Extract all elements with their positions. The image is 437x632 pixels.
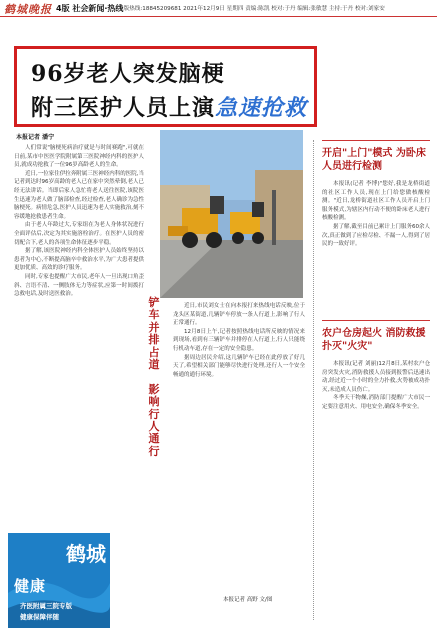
headline-line-1: 96岁老人突发脑梗 (31, 61, 225, 87)
main-paragraph: 据了解,该医院神经内科全体医护人员始终坚持以患者为中心,不断提高脑卒中救治水平,为广大患者提供更加优质、高效的诊疗服务。 (14, 248, 144, 272)
main-paragraph: 同时,专家也提醒广大市民,老年人一旦出现口角歪斜、言语不清、一侧肢体无力等症状,应第一时间拨打急救电话,及时送医救治。 (14, 273, 144, 298)
main-paragraph: 由于老人年龄过大,专家组在为老人身体状况进行全面评估后,决定为其实施溶栓治疗。在医护人员的密切配合下,老人的各项生命体征逐步平稳。 (14, 222, 144, 246)
news-photo (160, 130, 303, 298)
side1-paragraph: 本报讯(记者 李博)"您好,我是龙桥街道的社区工作人员,现在上门给您做核酸检测。"近日,龙桥街道社区工作人员开启上门服务模式,为辖区内行动不便的卧床老人进行核酸检测。 (322, 181, 430, 222)
street-scene-image (160, 130, 303, 298)
side-rule (322, 320, 430, 321)
header-meta: 本版热线:18845209681 2021年12月9日 星期四 责编:陈凯 校对:于丹 编辑:张敏慧 主持:于丹 校对:刘家安 (118, 6, 385, 12)
vertical-title-char: 行 (148, 444, 160, 458)
banner-title: 鹤城 (66, 542, 106, 566)
newspaper-logo: 鹤城晚报 (4, 3, 52, 16)
caption-paragraph: 近日,市民刘女士在向本报打来热线电话反映,位于龙头区某街道,几辆铲车停放一条人行道上,影响了行人正常通行。 (173, 303, 305, 327)
page-header (0, 0, 437, 17)
photo-caption-body (173, 302, 305, 590)
caption-byline: 本报记者 高野 文/图 (223, 597, 273, 603)
side-article-1-body (322, 180, 430, 316)
banner-line-1: 齐医附属三院专版 (20, 602, 72, 610)
loader-vehicle (230, 202, 264, 244)
side-rule (322, 140, 430, 141)
side2-paragraph: 本报讯(记者 刘丽)12月8日,某村农户仓房突发火灾,消防救援人员接到报警后迅速出动,经过近一个小时的全力扑救,火势被成功扑灭,未造成人员伤亡。 (322, 361, 430, 393)
vertical-title-char: 排 (148, 333, 160, 347)
side-article-2-body (322, 360, 430, 622)
side2-paragraph: 冬季天干物燥,消防部门提醒广大市民一定要注意用火、用电安全,确保冬季安全。 (322, 395, 430, 410)
main-paragraph: 人们常说"脑梗死病治疗就是与时间赛跑",可就在日前,某市中医医学院附属第三医院神经内科的医护人员,就成功抢救了一位96岁高龄老人的生命。 (14, 145, 144, 169)
vertical-title-char: 占 (148, 345, 160, 359)
main-byline: 本报记者 潘宁 (16, 134, 55, 141)
vertical-title-char: 行 (148, 407, 160, 421)
main-paragraph: 近日,一位家住伊拉奔附属三医神经内科的医院,当记者到达时96岁高龄的老人已在家中突然晕倒,老人已经无法讲话。当即后家人急忙将老人送往医院,该院医生迅速为老人做了脑部检查,经过检查,老人确诊为急性脑梗死。病情危急,医护人员迅速为老人实施救治,刻不容缓地抢救患者生命。 (14, 170, 144, 220)
caption-paragraph: 12月8日上午,记者按照热线电话所反映的情况来到现场,看到有三辆铲车并排停在人行道上,行人只能绕行机动车道,存在一定的安全隐患。 (173, 328, 305, 352)
health-banner (8, 533, 110, 628)
banner-line-2: 健康保障伴随 (20, 613, 59, 621)
headline-highlight: 急速抢救 (215, 95, 308, 121)
side1-paragraph: 据了解,截至目前已累计上门服务60余人次,真正做到了应检尽检、不漏一人,得到了居民的一致好评。 (322, 223, 430, 248)
headline-line-2-plain: 附三医护人员上演 (31, 95, 216, 121)
photo-vertical-title-text (141, 297, 167, 458)
vertical-title-char: 通 (148, 432, 160, 446)
vertical-title-char: 铲 (148, 296, 160, 309)
photo-vertical-title (141, 297, 167, 569)
headline-box (14, 46, 317, 127)
vertical-title-char: 人 (148, 420, 160, 434)
side-article-2-title: 农户仓房起火 消防救援扑灭"火灾" (322, 328, 426, 352)
headline-line-2 (31, 91, 307, 122)
page-label: 4版 社会新闻·热线 (56, 4, 124, 13)
caption-paragraph: 据周边居民介绍,这几辆铲车已经在此停放了好几天了,希望相关部门能够尽快进行处理,还行人一个安全畅通的通行环境。 (173, 354, 305, 378)
vertical-title-char (141, 371, 167, 383)
vertical-title-char: 并 (148, 320, 160, 334)
side-article-1-title: 开启"上门"模式 为卧床人员进行检测 (322, 148, 426, 172)
vertical-title-char: 影 (148, 382, 160, 396)
banner-subtitle: 健康 (14, 577, 47, 595)
vertical-title-char: 响 (148, 395, 160, 409)
column-divider (313, 140, 314, 620)
vertical-title-char: 道 (148, 358, 160, 372)
vertical-title-char: 车 (148, 308, 160, 322)
main-article-body (14, 144, 144, 530)
